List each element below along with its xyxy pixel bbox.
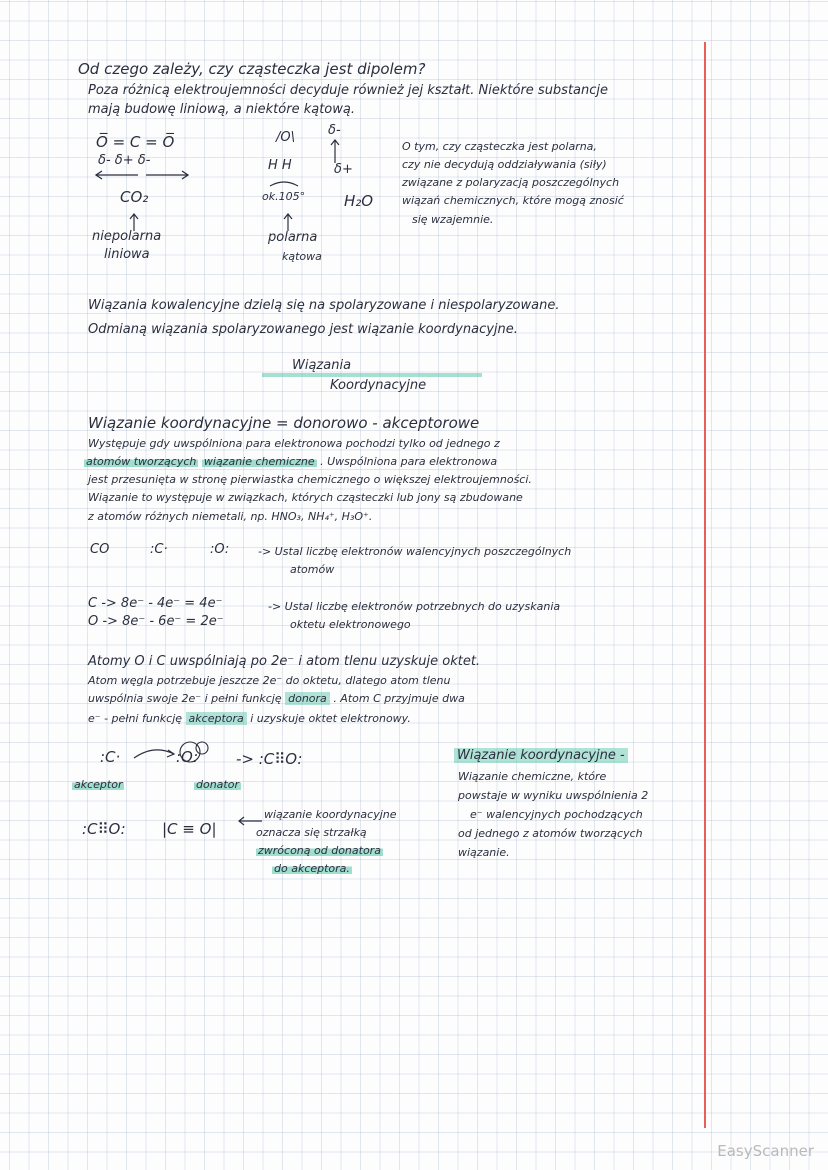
co2-charges: δ- δ+ δ- — [98, 153, 151, 168]
diagram-carbon: :C· — [100, 748, 121, 766]
definition-line: od jednego z atomów tworzących — [458, 827, 643, 840]
polarity-note-line: wiązań chemicznych, które mogą znosić — [402, 194, 624, 207]
h2o-delta-minus: δ- — [328, 123, 341, 138]
polarity-note-line: czy nie decydują oddziaływania (siły) — [402, 158, 607, 171]
section-heading-line1: Wiązania — [292, 358, 352, 373]
margin-line — [704, 42, 706, 1128]
definition-line: e⁻ walencyjnych pochodzących — [470, 808, 643, 821]
polarity-note-line: związane z polaryzacją poszczególnych — [402, 176, 620, 189]
definition-line: Wiązanie koordynacyjne = donorowo - akceptorowe — [88, 414, 480, 432]
o-lewis: :O: — [210, 542, 230, 557]
text-line: uwspólnia swoje 2e⁻ i pełni funkcję donora . Atom C przyjmuje dwa — [88, 692, 465, 705]
co-dot-structure: :C⠿O: — [82, 820, 126, 838]
co2-label-linear: liniowa — [104, 247, 150, 262]
donor-label: donator — [196, 778, 239, 791]
text-line: jest przesunięta w stronę pierwiastka chemicznego o większej elektroujemności. — [88, 473, 532, 486]
octet-note: -> Ustal liczbę elektronów potrzebnych do uzyskania — [268, 600, 561, 613]
text-line: mają budowę liniową, a niektóre kątową. — [88, 102, 355, 117]
text-line: z atomów różnych niemetali, np. HNO₃, NH₄⁺, H₃O⁺. — [88, 510, 373, 523]
co2-name: CO₂ — [120, 188, 149, 206]
polarity-note-line: się wzajemnie. — [412, 213, 494, 226]
arrow-note-line: oznacza się strzałką — [256, 826, 367, 839]
heading-highlight — [262, 373, 482, 377]
polarity-note-line: O tym, czy cząsteczka jest polarna, — [402, 140, 597, 153]
h2o-angle: ok.105° — [262, 190, 306, 203]
h2o-hydrogens: H H — [268, 158, 292, 173]
definition-line: Wiązanie chemiczne, które — [458, 770, 607, 783]
text-line: e⁻ - pełni funkcję akceptora i uzyskuje oktet elektronowy. — [88, 712, 411, 725]
octet-note-2: oktetu elektronowego — [290, 618, 411, 631]
question-heading: Od czego zależy, czy cząsteczka jest dipolem? — [78, 60, 426, 78]
scanner-watermark: EasyScanner — [717, 1142, 814, 1160]
definition-title: Wiązanie koordynacyjne - — [454, 748, 628, 764]
oxygen-octet: O -> 8e⁻ - 6e⁻ = 2e⁻ — [88, 614, 224, 629]
text-line: Atomy O i C uwspólniają po 2e⁻ i atom tlenu uzyskuje oktet. — [88, 654, 481, 669]
highlight-atoms: atomów tworzących — [86, 455, 197, 468]
valence-note: -> Ustal liczbę elektronów walencyjnych poszczególnych — [258, 545, 572, 558]
dipole-arrow-icon — [330, 138, 340, 164]
arrow-note-line: do akceptora. — [274, 862, 350, 875]
co2-formula: O̅ = C = O̅ — [96, 133, 175, 151]
h2o-label-polar: polarna — [268, 230, 318, 245]
arrow-note-line: wiązanie koordynacyjne — [264, 808, 397, 821]
highlight-acceptor: akceptora — [186, 712, 247, 725]
diagram-oxygen: :O: — [176, 748, 199, 766]
co-line-structure: |C ≡ O| — [162, 820, 217, 838]
h2o-name: H₂O — [344, 192, 374, 210]
arrow-note-line: zwróconą od donatora — [258, 844, 381, 857]
highlight-bond: wiązanie chemiczne — [203, 455, 315, 468]
text-line: Wiązanie to występuje w związkach, których cząsteczki lub jony są zbudowane — [88, 491, 523, 504]
text-line: Atom węgla potrzebuje jeszcze 2e⁻ do oktetu, dlatego atom tlenu — [88, 674, 451, 687]
electron-circle-icon — [168, 738, 218, 778]
dipole-arrows — [92, 168, 192, 182]
text-line: Występuje gdy uwspólniona para elektronowa pochodzi tylko od jednego z — [88, 437, 500, 450]
diagram-result: -> :C⠿O: — [236, 750, 303, 768]
h2o-delta-plus: δ+ — [334, 162, 353, 177]
text-line: Odmianą wiązania spolaryzowanego jest wiązanie koordynacyjne. — [88, 322, 518, 337]
text-line: atomów tworzących wiązanie chemiczne . Uwspólniona para elektronowa — [86, 455, 498, 468]
valence-note-2: atomów — [290, 563, 335, 576]
section-heading-line2: Koordynacyjne — [330, 378, 427, 393]
carbon-octet: C -> 8e⁻ - 4e⁻ = 4e⁻ — [88, 596, 223, 611]
co2-label-nonpolar: niepolarna — [92, 229, 162, 244]
definition-line: wiązanie. — [458, 846, 510, 859]
angle-arc-icon — [266, 176, 302, 190]
c-lewis: :C· — [150, 542, 168, 557]
h2o-oxygen: /O\ — [276, 130, 295, 145]
acceptor-label: akceptor — [74, 778, 123, 791]
up-arrow-icon — [282, 212, 294, 232]
definition-line: powstaje w wyniku uwspólnienia 2 — [458, 789, 649, 802]
h2o-label-angular: kątowa — [282, 250, 322, 263]
text-line: Wiązania kowalencyjne dzielą się na spolaryzowane i niespolaryzowane. — [88, 298, 560, 313]
highlight-donor: donora — [285, 692, 330, 705]
text-line: Poza różnicą elektroujemności decyduje również jej kształt. Niektóre substancje — [88, 83, 609, 98]
co-formula: CO — [90, 542, 110, 557]
